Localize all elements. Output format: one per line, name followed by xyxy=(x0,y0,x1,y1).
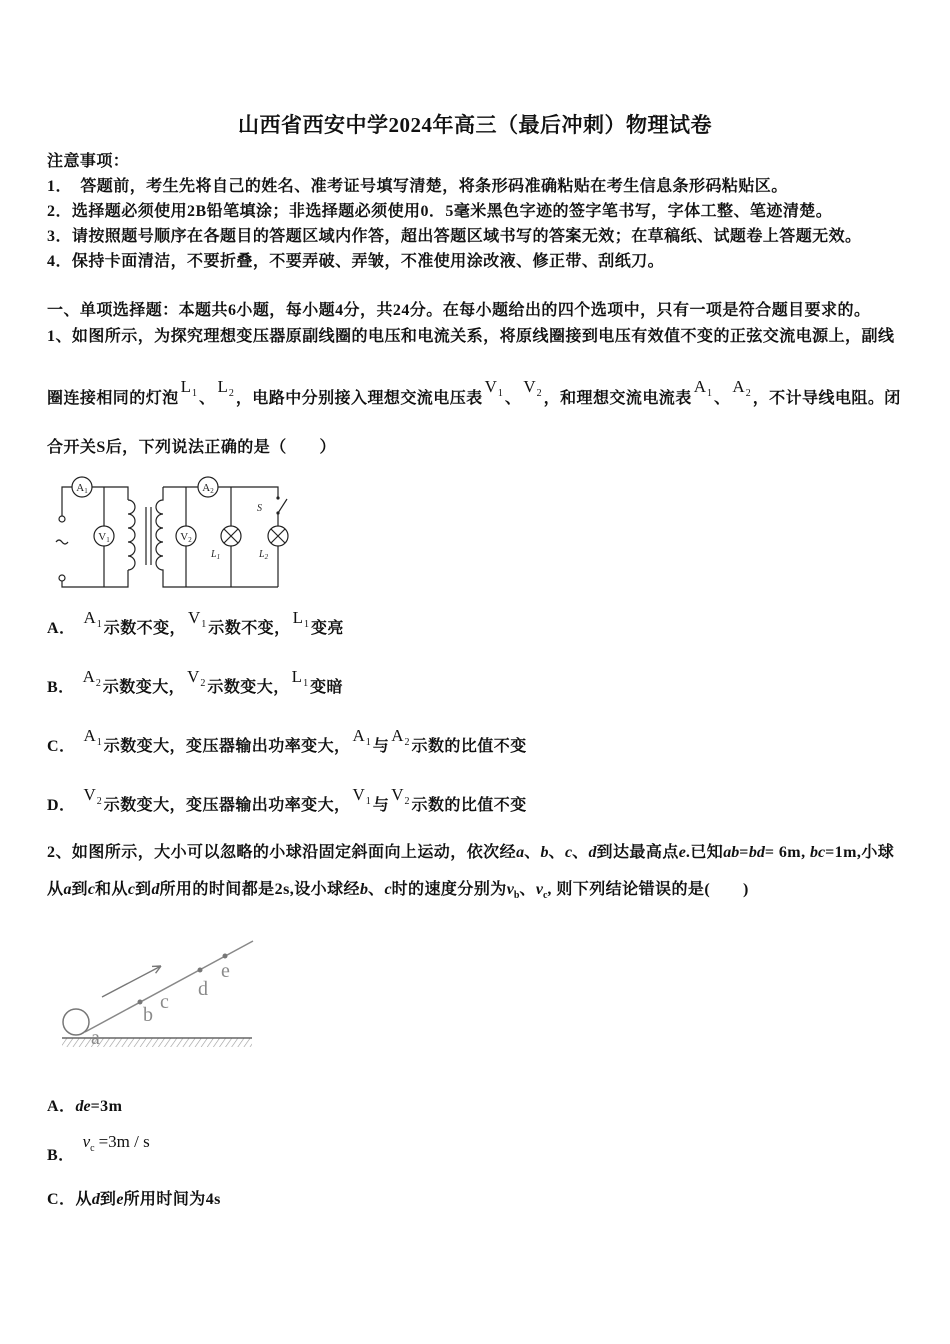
symbol-letter: V xyxy=(352,785,365,804)
q1-stem-line-3: 合开关S后，下列说法正确的是（ ） xyxy=(47,439,336,456)
q2-stem-text: 、 xyxy=(524,844,541,861)
notice-item-1: 1． 答题前，考生先将自己的姓名、准考证号填写清楚，将条形码准确粘贴在考生信息条形码粘贴区。 xyxy=(47,178,788,195)
q2-stem-text: =1m,小球 xyxy=(825,844,895,861)
option-label: B． xyxy=(47,1147,75,1164)
label-letter: V xyxy=(98,531,107,543)
switch-S-blade xyxy=(278,499,287,513)
q2-stem-text: 从 xyxy=(47,881,64,898)
switch-contact-top xyxy=(276,496,279,499)
symbol-A2 xyxy=(732,377,751,399)
point-var: a xyxy=(63,881,72,898)
label-subscript: 2 xyxy=(210,487,214,495)
q2-option-c xyxy=(47,1190,221,1210)
switch-contact-bottom xyxy=(276,511,279,514)
symbol-A1 xyxy=(83,726,102,748)
symbol-A2 xyxy=(82,667,101,689)
point-var: d xyxy=(588,844,597,861)
symbol-L1 xyxy=(292,608,309,630)
symbol-L1 xyxy=(291,667,309,689)
option-text: 示数不变， xyxy=(208,620,291,637)
switch-S-label: S xyxy=(257,503,262,514)
symbol-subscript: 2 xyxy=(228,388,234,399)
point-var: b xyxy=(540,844,549,861)
symbol-letter: V xyxy=(484,377,497,396)
segment-var: ab xyxy=(723,844,740,861)
q1-stem-text: ，不计导线电阻。闭 xyxy=(752,390,901,407)
label-subscript: 1 xyxy=(216,553,221,561)
q2-stem-text: 、 xyxy=(572,844,589,861)
source-terminal-bottom xyxy=(59,575,65,581)
option-text: C．从 xyxy=(47,1191,92,1208)
option-text: 变亮 xyxy=(310,620,344,637)
point-d-label: d xyxy=(198,978,208,1000)
symbol-subscript: 2 xyxy=(96,796,102,807)
lamp-L1-label xyxy=(210,549,220,561)
segment-var: bd xyxy=(748,844,765,861)
symbol-V2 xyxy=(83,785,102,807)
q1-stem-line-1: 1、如图所示，为探究理想变压器原副线圈的电压和电流关系，将原线圈接到电压有效值不变的正弦交流电源上，副线 xyxy=(47,328,895,345)
option-label: D． xyxy=(47,797,76,814)
lamp-L2-label xyxy=(258,549,269,561)
q2-stem-text: 、 xyxy=(519,881,536,898)
option-text: 示数的比值不变 xyxy=(411,797,527,814)
point-var: d xyxy=(91,1191,100,1208)
q2-stem-text: 2、如图所示，大小可以忽略的小球沿固定斜面向上运动，依次经 xyxy=(47,844,517,861)
label-letter: V xyxy=(180,531,189,543)
q2-stem-line-2 xyxy=(47,880,749,902)
symbol-subscript: 1 xyxy=(365,796,371,807)
q1-stem-line-2 xyxy=(47,377,901,411)
option-label: B． xyxy=(47,679,75,696)
velocity-formula xyxy=(82,1132,150,1154)
option-text: 与 xyxy=(372,797,390,814)
symbol-letter: V xyxy=(83,785,96,804)
option-label: C． xyxy=(47,738,76,755)
symbol-letter: V xyxy=(391,785,404,804)
notice-heading: 注意事项： xyxy=(47,153,130,170)
velocity-var: v xyxy=(506,881,514,898)
symbol-subscript: 2 xyxy=(95,678,101,689)
symbol-letter: A xyxy=(83,726,96,745)
point-a-label: a xyxy=(91,1027,100,1049)
label-subscript: 1 xyxy=(84,487,88,495)
primary-bottom-wire xyxy=(62,570,128,587)
point-b-label: b xyxy=(143,1004,153,1026)
formula-subscript: c xyxy=(90,1143,95,1154)
q2-stem-text: 到达最高点 xyxy=(596,844,679,861)
secondary-top-wire xyxy=(163,487,278,497)
formula-value: =3m / s xyxy=(98,1132,150,1151)
symbol-subscript: 1 xyxy=(497,388,503,399)
velocity-subscript: c xyxy=(542,890,548,901)
symbol-A1 xyxy=(352,726,371,748)
incline-line xyxy=(85,941,253,1032)
transformer-core xyxy=(146,507,151,565)
symbol-subscript: 2 xyxy=(536,388,542,399)
symbol-subscript: 2 xyxy=(745,388,751,399)
symbol-letter: V xyxy=(523,377,536,396)
point-b-dot xyxy=(138,1000,143,1005)
symbol-A2 xyxy=(391,726,410,748)
ac-source-icon xyxy=(56,540,68,544)
symbol-subscript: 1 xyxy=(303,678,309,689)
incline-diagram xyxy=(55,935,260,1055)
option-label: A． xyxy=(47,620,76,637)
q1-stem-text: 、 xyxy=(199,390,216,407)
label-letter: L xyxy=(259,549,265,560)
q2-stem-text: , 则下列结论错误的是( ) xyxy=(547,881,749,898)
motion-arrow-icon xyxy=(102,966,161,997)
symbol-subscript: 1 xyxy=(365,737,371,748)
ball-icon xyxy=(63,1009,89,1035)
symbol-V1 xyxy=(188,608,207,630)
option-text: 示数变大， xyxy=(207,679,290,696)
symbol-subscript: 1 xyxy=(96,619,102,630)
point-var: c xyxy=(127,881,136,898)
option-text: 与 xyxy=(372,738,390,755)
symbol-V2 xyxy=(187,667,206,689)
point-var: d xyxy=(151,881,160,898)
point-var: c xyxy=(87,881,96,898)
secondary-coil xyxy=(156,487,278,587)
formula-var: v xyxy=(82,1132,91,1151)
point-d-dot xyxy=(198,968,203,973)
q2-stem-text: 、 xyxy=(368,881,385,898)
symbol-letter: A xyxy=(693,377,706,396)
q1-stem-text: 、 xyxy=(504,390,522,407)
symbol-V1 xyxy=(484,377,503,399)
option-text: 示数变大，变压器输出功率变大， xyxy=(103,738,351,755)
symbol-letter: V xyxy=(187,667,200,686)
symbol-letter: A xyxy=(82,667,95,686)
q2-stem-text: 到 xyxy=(71,881,88,898)
point-var: a xyxy=(516,844,525,861)
label-subscript: 2 xyxy=(188,536,192,544)
symbol-letter: L xyxy=(291,667,303,686)
label-letter: A xyxy=(76,482,85,494)
symbol-A1 xyxy=(693,377,712,399)
point-var: b xyxy=(360,881,369,898)
section-heading: 一、单项选择题：本题共6小题，每小题4分，共24分。在每小题给出的四个选项中，只有一项是符合题目要求的。 xyxy=(47,302,871,319)
symbol-letter: A xyxy=(83,608,96,627)
notice-item-2: 2．选择题必须使用2B铅笔填涂；非选择题必须使用0．5毫米黑色字迹的签字笔书写，字体工整、笔迹清楚。 xyxy=(47,203,833,220)
primary-top-wire xyxy=(62,487,128,516)
symbol-subscript: 2 xyxy=(404,796,410,807)
option-text: 所用时间为4s xyxy=(123,1191,221,1208)
point-var: c xyxy=(564,844,573,861)
velocity-var: v xyxy=(535,881,543,898)
symbol-letter: A xyxy=(391,726,404,745)
option-text: 到 xyxy=(99,1191,117,1208)
label-letter: A xyxy=(202,482,211,494)
point-e-dot xyxy=(223,954,228,959)
q2-stem-text: 、 xyxy=(548,844,565,861)
q1-option-c xyxy=(47,726,527,759)
page-title: 山西省西安中学2024年高三（最后冲刺）物理试卷 xyxy=(238,113,712,137)
label-subscript: 2 xyxy=(264,553,269,561)
symbol-letter: L xyxy=(217,377,228,396)
q2-stem-text: = xyxy=(739,844,749,861)
symbol-subscript: 2 xyxy=(404,737,410,748)
symbol-letter: A xyxy=(352,726,365,745)
symbol-subscript: 1 xyxy=(96,737,102,748)
label-letter: L xyxy=(211,549,217,560)
q2-option-b xyxy=(47,1132,150,1168)
symbol-subscript: 2 xyxy=(200,678,206,689)
symbol-subscript: 1 xyxy=(192,388,197,399)
q1-option-a xyxy=(47,608,344,641)
transformer-circuit-diagram xyxy=(40,465,305,595)
symbol-V2 xyxy=(523,377,542,399)
q2-stem-line-1 xyxy=(47,843,894,863)
source-terminal-top xyxy=(59,516,65,522)
symbol-subscript: 1 xyxy=(303,619,309,630)
q1-stem-text: ，电路中分别接入理想交流电压表 xyxy=(235,390,483,407)
primary-coil xyxy=(128,500,135,570)
option-text: =3m xyxy=(90,1098,123,1115)
symbol-letter: V xyxy=(188,608,201,627)
q2-stem-text: 和从 xyxy=(95,881,128,898)
symbol-V2 xyxy=(391,785,410,807)
segment-var: de xyxy=(75,1098,91,1115)
segment-var: bc xyxy=(810,844,826,861)
symbol-L1 xyxy=(180,377,197,399)
notice-item-3: 3．请按照题号顺序在各题目的答题区域内作答，超出答题区域书写的答案无效；在草稿纸、试题卷上答题无效。 xyxy=(47,228,862,245)
option-label: A． xyxy=(47,1098,76,1115)
option-text: 示数变大，变压器输出功率变大， xyxy=(103,797,351,814)
symbol-subscript: 1 xyxy=(706,388,712,399)
q1-option-d xyxy=(47,785,527,818)
q2-stem-text: 到 xyxy=(135,881,152,898)
q1-stem-text: 圈连接相同的灯泡 xyxy=(47,390,179,407)
symbol-L2 xyxy=(217,377,234,399)
symbol-A1 xyxy=(83,608,102,630)
point-var: e xyxy=(116,1191,124,1208)
notice-item-4: 4．保持卡面清洁，不要折叠，不要弄破、弄皱，不准使用涂改液、修正带、刮纸刀。 xyxy=(47,253,665,270)
velocity-subscript: b xyxy=(513,890,520,901)
option-text: 示数变大， xyxy=(102,679,186,696)
point-c-label: c xyxy=(160,991,169,1013)
q2-stem-text: = 6m, xyxy=(764,844,810,861)
point-var: e xyxy=(678,844,686,861)
symbol-letter: L xyxy=(180,377,191,396)
q2-stem-text: .已知 xyxy=(685,844,724,861)
q1-option-b xyxy=(47,667,343,700)
option-text: 示数的比值不变 xyxy=(411,738,527,755)
q1-stem-text: ，和理想交流电流表 xyxy=(543,390,692,407)
q2-option-a xyxy=(47,1097,122,1117)
symbol-letter: A xyxy=(732,377,745,396)
option-text: 示数不变， xyxy=(103,620,187,637)
point-e-label: e xyxy=(221,960,230,982)
point-var: c xyxy=(384,881,392,898)
q2-stem-text: 时的速度分别为 xyxy=(391,881,507,898)
option-text: 变暗 xyxy=(310,679,343,696)
q1-stem-text: 、 xyxy=(713,390,731,407)
label-subscript: 1 xyxy=(106,536,110,544)
q2-stem-text: 所用的时间都是2s,设小球经 xyxy=(159,881,361,898)
symbol-letter: L xyxy=(292,608,303,627)
symbol-V1 xyxy=(352,785,371,807)
symbol-subscript: 1 xyxy=(201,619,207,630)
